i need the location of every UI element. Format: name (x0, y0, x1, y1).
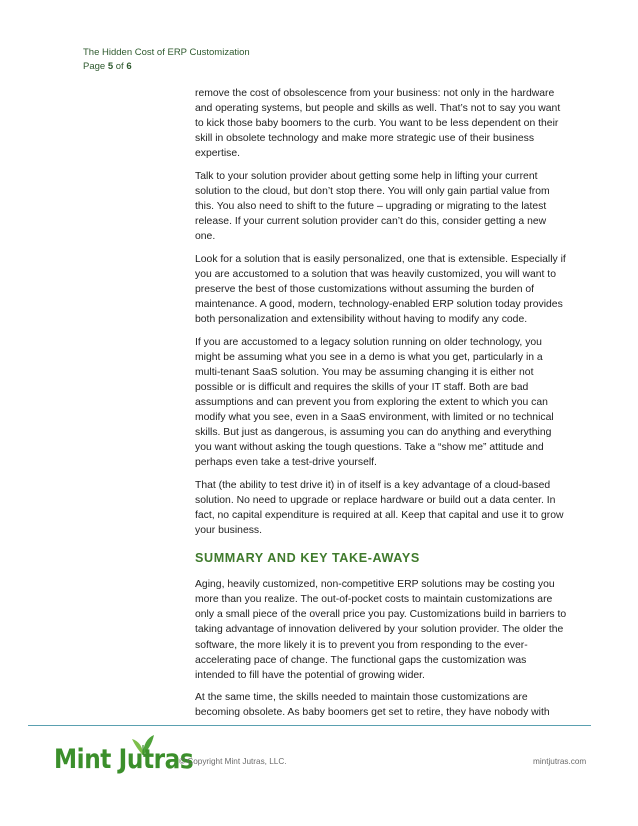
paragraph: That (the ability to test drive it) in of itself is a key advantage of a cloud-based solution. No need to upgrade or replace hardware or build out a data center. In fact, no capital expenditure is required at all. Keep that capital and use it to grow your business. (195, 479, 564, 537)
website-link[interactable]: mintjutras.com (533, 757, 587, 766)
copyright-text: © Copyright Mint Jutras, LLC. (179, 757, 287, 766)
paragraph: Aging, heavily customized, non-competitive ERP solutions may be costing you more than you realize. The out-of-pocket costs to maintain customizations are only a small piece of the overall price you pay. Customizations build in barriers to taking advantage of innovation delivered by your solution provider. The older the software, the more likely it is to prevent you from responding to the ever-accelerating pace of change. The functional gaps the customization was intended to fill have the potential of growing wider. (195, 579, 567, 681)
page-word: Page (83, 60, 106, 72)
page-total: 6 (126, 60, 132, 72)
footer-divider (28, 725, 591, 726)
page-current: 5 (107, 60, 114, 72)
paragraph: Talk to your solution provider about getting some help in lifting your current solution to the cloud, but don’t stop there. You will only gain partial value from this. You also need to shift to the future – upgrading or migrating to the latest release. If your current solution provider can’t do this, consider getting a new one. (195, 170, 550, 243)
page-indicator (83, 60, 250, 74)
document-title: The Hidden Cost of ERP Customization (83, 47, 250, 58)
section-heading: SUMMARY AND KEY TAKE-AWAYS (195, 551, 420, 566)
page-of: of (115, 60, 124, 72)
logo-wordmark: Mint Jutras (54, 744, 194, 775)
paragraph: remove the cost of obsolescence from your business: not only in the hardware and operating systems, but people and skills as well. That’s not to say you want to kick those baby boomers to the curb. You want to be less dependent on their skill in obsolete technology and make more strategic use of their business expertise. (195, 88, 561, 160)
paragraph: If you are accustomed to a legacy solution running on older technology, you might be assuming what you see in a demo is what you get, particularly in a multi-tenant SaaS solution. You may be assuming changing it is either not possible or is difficult and requires the skills of your IT staff. Both are bad assumptions and can prevent you from exploring the extent to which you can modify what you see, even in a SaaS environment, with limited or no technical skills. But just as dangerous, is assuming you can do anything and everything you want without asking the tough questions. Take a “show me” attitude and perhaps even take a test-drive yourself. (195, 336, 554, 469)
page-header (83, 46, 250, 73)
paragraph: Look for a solution that is easily personalized, one that is extensible. Especially if you are accustomed to a solution that was heavily customized, you will want to preserve the best of those customizations without assuming the burden of maintenance. A good, modern, technology-enabled ERP solution today provides both personalization and extensibility without having to modify any code. (195, 253, 566, 326)
mint-jutras-logo (54, 733, 194, 777)
main-content (195, 86, 567, 728)
paragraph: At the same time, the skills needed to maintain those customizations are becoming obsolete. As baby boomers get set to retire, they have nobody with (195, 692, 550, 719)
